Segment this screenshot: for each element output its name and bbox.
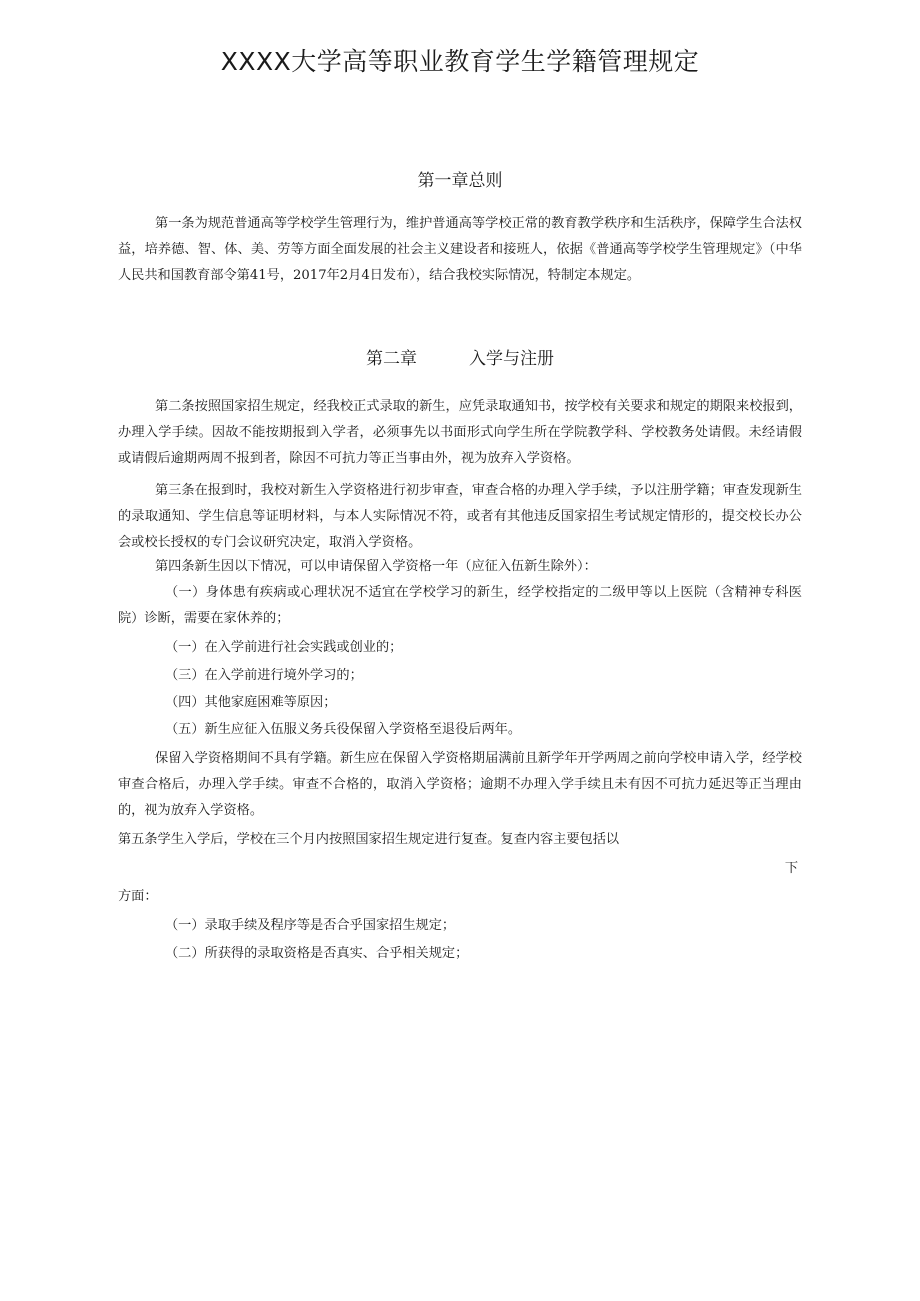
article-2: 第二条按照国家招生规定，经我校正式录取的新生，应凭录取通知书，按学校有关要求和规定的期限来校报到，办理入学手续。因故不能按期报到入学者，必须事先以书面形式向学生所在学院教学科、学校教务处请假。未经请假或请假后逾期两周不报到者，除因不可抗力等正当事由外，视为放弃入学资格。 <box>118 399 802 466</box>
article-4-item-3: （三）在入学前进行境外学习的； <box>165 668 363 683</box>
article-5-line-1: 第五条学生入学后，学校在三个月内按照国家招生规定进行复查。复查内容主要包括以 <box>118 832 620 847</box>
article-4-intro: 第四条新生因以下情况，可以申请保留入学资格一年（应征入伍新生除外）： <box>155 559 597 574</box>
chapter-2-heading <box>0 346 920 372</box>
article-5-item-2: （二）所获得的录取资格是否真实、合乎相关规定； <box>165 946 469 961</box>
article-4-note: 保留入学资格期间不具有学籍。新生应在保留入学资格期届满前且新学年开学两周之前向学校申请入学，经学校审查合格后，办理入学手续。审查不合格的，取消入学资格；逾期不办理入学手续且未有因不可抗力延迟等正当理由的，视为放弃入学资格。 <box>118 751 802 818</box>
chapter-1-heading: 第一章总则 <box>417 171 503 191</box>
chapter-2-number: 第二章 <box>366 349 417 369</box>
article-5-item-1: （一）录取手续及程序等是否合乎国家招生规定； <box>165 918 456 933</box>
article-4-item-4: （四）其他家庭困难等原因； <box>165 695 337 710</box>
document-title: XXXX大学高等职业教育学生学籍管理规定 <box>220 47 700 76</box>
chapter-2-title: 入学与注册 <box>469 349 554 369</box>
article-4-item-1: （一）身体患有疾病或心理状况不适宜在学校学习的新生，经学校指定的二级甲等以上医院（含精神专科医院）诊断，需要在家休养的； <box>118 585 802 626</box>
article-1: 第一条为规范普通高等学校学生管理行为，维护普通高等学校正常的教育教学秩序和生活秩序，保障学生合法权益，培养德、智、体、美、劳等方面全面发展的社会主义建设者和接班人，依据《普通高等学校学生管理规定》（中华人民共和国教育部令第41号，2017年2月4日发布），结合我校实际情况，特制定本规定。 <box>118 216 802 283</box>
article-4-item-2: （一）在入学前进行社会实践或创业的； <box>165 640 403 655</box>
article-4-item-5: （五）新生应征入伍服义务兵役保留入学资格至退役后两年。 <box>165 722 522 737</box>
article-3: 第三条在报到时，我校对新生入学资格进行初步审查，审查合格的办理入学手续，予以注册学籍；审查发现新生的录取通知、学生信息等证明材料，与本人实际情况不符，或者有其他违反国家招生考试规定情形的，提交校长办公会或校长授权的专门会议研究决定，取消入学资格。 <box>118 483 802 550</box>
article-5-line-2: 方面： <box>118 889 158 904</box>
article-5-line-1-tail: 下 <box>784 861 798 876</box>
